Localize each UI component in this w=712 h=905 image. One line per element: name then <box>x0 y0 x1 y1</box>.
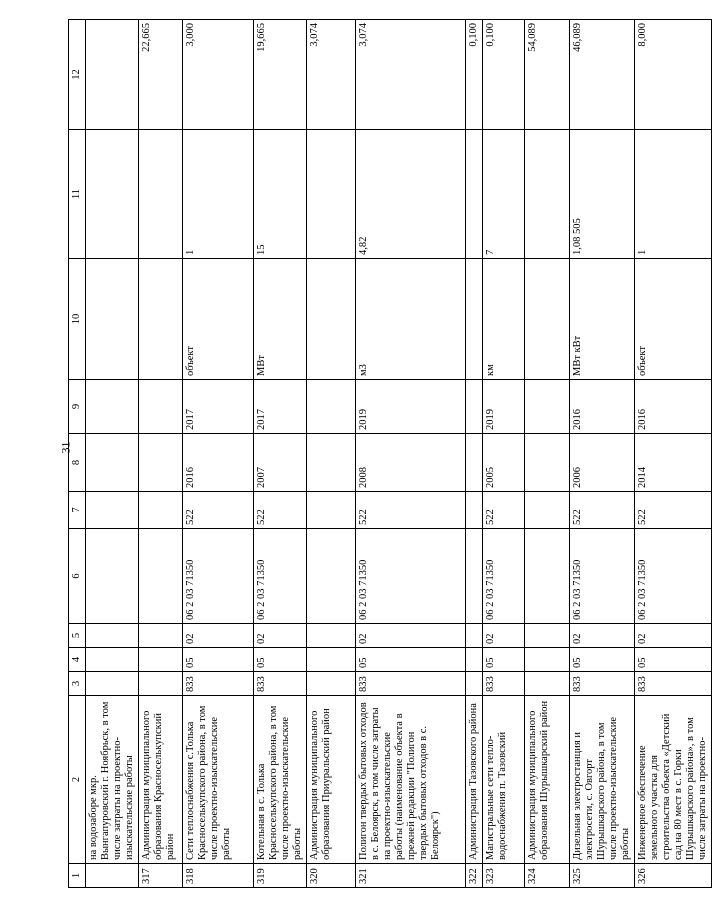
code-col-5-cell: 02 <box>483 624 525 648</box>
capacity-cell <box>466 130 483 259</box>
row-number-cell: 326 <box>635 864 712 888</box>
object-name-cell: Администрация муниципального образования Шурышкарский район <box>525 696 570 864</box>
code-col-6-cell: 06 2 03 71350 <box>183 529 254 624</box>
amount-cell <box>86 20 139 130</box>
code-col-5-cell <box>466 624 483 648</box>
end-year-cell <box>307 380 356 434</box>
start-year-cell <box>307 434 356 492</box>
object-name-cell: Сети теплоснабжения с.Толька Красноселькупского района, в том числе проектно-изыскательские работы <box>183 696 254 864</box>
table-row <box>525 20 570 888</box>
code-col-4-cell: 05 <box>254 648 307 672</box>
code-col-4-cell <box>139 648 183 672</box>
row-number-cell: 322 <box>466 864 483 888</box>
code-col-3-cell: 833 <box>183 672 254 696</box>
table-row <box>139 20 183 888</box>
code-col-6-cell: 06 2 03 71350 <box>635 529 712 624</box>
end-year-cell: 2019 <box>483 380 525 434</box>
amount-cell: 8,000 <box>635 20 712 130</box>
code-col-6-cell: 06 2 03 71350 <box>254 529 307 624</box>
code-col-7-cell <box>525 492 570 529</box>
start-year-cell: 2006 <box>570 434 635 492</box>
start-year-cell: 2016 <box>183 434 254 492</box>
code-col-7-cell <box>139 492 183 529</box>
amount-cell: 19,665 <box>254 20 307 130</box>
start-year-cell <box>139 434 183 492</box>
capacity-cell: 7 <box>483 130 525 259</box>
capacity-cell <box>307 130 356 259</box>
object-name-cell: Администрация Тазовского района <box>466 696 483 864</box>
code-col-5-cell <box>307 624 356 648</box>
code-col-7-cell: 522 <box>356 492 466 529</box>
code-col-4-cell: 05 <box>570 648 635 672</box>
row-number-cell: 324 <box>525 864 570 888</box>
code-col-3-cell: 833 <box>254 672 307 696</box>
amount-cell: 0,100 <box>466 20 483 130</box>
row-number-cell: 318 <box>183 864 254 888</box>
code-col-4-cell <box>525 648 570 672</box>
start-year-cell <box>466 434 483 492</box>
page-number: 31 <box>58 441 73 454</box>
unit-cell <box>139 259 183 380</box>
row-number-cell: 320 <box>307 864 356 888</box>
unit-cell: МВт кВт <box>570 259 635 380</box>
column-header: 9 <box>69 380 86 434</box>
code-col-7-cell: 522 <box>254 492 307 529</box>
start-year-cell: 2005 <box>483 434 525 492</box>
code-col-4-cell: 05 <box>183 648 254 672</box>
code-col-5-cell: 02 <box>183 624 254 648</box>
capacity-cell: 1 <box>635 130 712 259</box>
code-col-3-cell: 833 <box>483 672 525 696</box>
unit-cell: объект <box>635 259 712 380</box>
object-name-cell: Администрация муниципального образования Приуральский район <box>307 696 356 864</box>
amount-cell: 54,089 <box>525 20 570 130</box>
object-name-cell: Магистральные сети тепло-водоснабжения п. Тазовский <box>483 696 525 864</box>
code-col-5-cell <box>525 624 570 648</box>
start-year-cell <box>525 434 570 492</box>
table-row <box>466 20 483 888</box>
amount-cell: 3,000 <box>183 20 254 130</box>
column-header: 5 <box>69 624 86 648</box>
column-header: 3 <box>69 672 86 696</box>
code-col-3-cell <box>86 672 139 696</box>
code-col-6-cell <box>466 529 483 624</box>
unit-cell <box>525 259 570 380</box>
start-year-cell: 2008 <box>356 434 466 492</box>
code-col-3-cell <box>307 672 356 696</box>
start-year-cell: 2014 <box>635 434 712 492</box>
start-year-cell: 2007 <box>254 434 307 492</box>
amount-cell: 0,100 <box>483 20 525 130</box>
column-header: 1 <box>69 864 86 888</box>
object-name-cell: Полигон твердых бытовых отходов в с. Белоярск, в том числе затраты на проектно-изыскательские работы (наименование объекта в прежней редакции "Полигон твердых бытовых отходов в с. Белоярск") <box>356 696 466 864</box>
code-col-3-cell <box>139 672 183 696</box>
unit-cell <box>86 259 139 380</box>
code-col-4-cell <box>466 648 483 672</box>
capacity-cell <box>86 130 139 259</box>
object-name-cell: Администрация муниципального образования Красноселькупский район <box>139 696 183 864</box>
row-number-cell: 319 <box>254 864 307 888</box>
unit-cell <box>466 259 483 380</box>
amount-cell: 3,074 <box>356 20 466 130</box>
code-col-3-cell <box>525 672 570 696</box>
table-row <box>86 20 139 888</box>
end-year-cell: 2017 <box>183 380 254 434</box>
code-col-4-cell: 05 <box>635 648 712 672</box>
code-col-6-cell <box>139 529 183 624</box>
code-col-5-cell: 02 <box>635 624 712 648</box>
code-col-3-cell: 833 <box>356 672 466 696</box>
row-number-cell: 321 <box>356 864 466 888</box>
code-col-7-cell <box>86 492 139 529</box>
end-year-cell <box>525 380 570 434</box>
column-header: 10 <box>69 259 86 380</box>
column-number-row <box>69 20 86 888</box>
amount-cell: 3,074 <box>307 20 356 130</box>
code-col-4-cell <box>307 648 356 672</box>
row-number-cell: 323 <box>483 864 525 888</box>
end-year-cell <box>86 380 139 434</box>
code-col-6-cell: 06 2 03 71350 <box>483 529 525 624</box>
table-row <box>307 20 356 888</box>
end-year-cell: 2017 <box>254 380 307 434</box>
capacity-cell <box>139 130 183 259</box>
unit-cell: объект <box>183 259 254 380</box>
column-header: 7 <box>69 492 86 529</box>
code-col-6-cell <box>525 529 570 624</box>
rotated-table-container <box>68 20 708 888</box>
code-col-7-cell <box>466 492 483 529</box>
code-col-3-cell: 833 <box>570 672 635 696</box>
unit-cell <box>307 259 356 380</box>
capacity-cell: 1,08 505 <box>570 130 635 259</box>
column-header: 6 <box>69 529 86 624</box>
code-col-3-cell <box>466 672 483 696</box>
code-col-5-cell: 02 <box>356 624 466 648</box>
code-col-4-cell: 05 <box>356 648 466 672</box>
code-col-6-cell: 06 2 03 71350 <box>570 529 635 624</box>
column-header: 12 <box>69 20 86 130</box>
end-year-cell: 2016 <box>635 380 712 434</box>
code-col-7-cell: 522 <box>570 492 635 529</box>
table-row <box>356 20 466 888</box>
capacity-cell <box>525 130 570 259</box>
amount-cell: 46,089 <box>570 20 635 130</box>
table-row <box>570 20 635 888</box>
budget-table <box>68 19 712 888</box>
table-row <box>483 20 525 888</box>
column-header: 4 <box>69 648 86 672</box>
end-year-cell: 2019 <box>356 380 466 434</box>
capacity-cell: 4,82 <box>356 130 466 259</box>
unit-cell: км <box>483 259 525 380</box>
object-name-cell: на водозаборе мкр. Вынгапуровский г. Ноябрьск, в том числе затраты на проектно-изыскательские работы <box>86 696 139 864</box>
code-col-4-cell <box>86 648 139 672</box>
code-col-7-cell: 522 <box>635 492 712 529</box>
code-col-4-cell: 05 <box>483 648 525 672</box>
row-number-cell <box>86 864 139 888</box>
row-number-cell: 317 <box>139 864 183 888</box>
object-name-cell: Котельная в с. Толька Красноселькупского района, в том числе проектно-изыскательские работы <box>254 696 307 864</box>
unit-cell: МВт <box>254 259 307 380</box>
code-col-6-cell <box>307 529 356 624</box>
code-col-7-cell: 522 <box>183 492 254 529</box>
code-col-6-cell <box>86 529 139 624</box>
column-header: 11 <box>69 130 86 259</box>
capacity-cell: 15 <box>254 130 307 259</box>
start-year-cell <box>86 434 139 492</box>
end-year-cell: 2016 <box>570 380 635 434</box>
table-row <box>183 20 254 888</box>
code-col-5-cell <box>86 624 139 648</box>
end-year-cell <box>466 380 483 434</box>
code-col-5-cell: 02 <box>254 624 307 648</box>
code-col-3-cell: 833 <box>635 672 712 696</box>
object-name-cell: Инженерное обеспечение земельного участка для строительства объекта «Детский сад на 80 мест в с. Горки Шурышкарского района», в том числе затраты на проектно- <box>635 696 712 864</box>
code-col-5-cell <box>139 624 183 648</box>
column-header: 8 <box>69 434 86 492</box>
code-col-5-cell: 02 <box>570 624 635 648</box>
amount-cell: 22,665 <box>139 20 183 130</box>
code-col-6-cell: 06 2 03 71350 <box>356 529 466 624</box>
unit-cell: м3 <box>356 259 466 380</box>
column-header: 2 <box>69 696 86 864</box>
code-col-7-cell: 522 <box>483 492 525 529</box>
table-row <box>635 20 712 888</box>
table-row <box>254 20 307 888</box>
code-col-7-cell <box>307 492 356 529</box>
row-number-cell: 325 <box>570 864 635 888</box>
capacity-cell: 1 <box>183 130 254 259</box>
rotated-table-frame <box>68 20 708 888</box>
object-name-cell: Дизельная электростанция и электросети, с. Овгорт Шурышкарского района, в том числе проектно-изыскательские работы <box>570 696 635 864</box>
end-year-cell <box>139 380 183 434</box>
